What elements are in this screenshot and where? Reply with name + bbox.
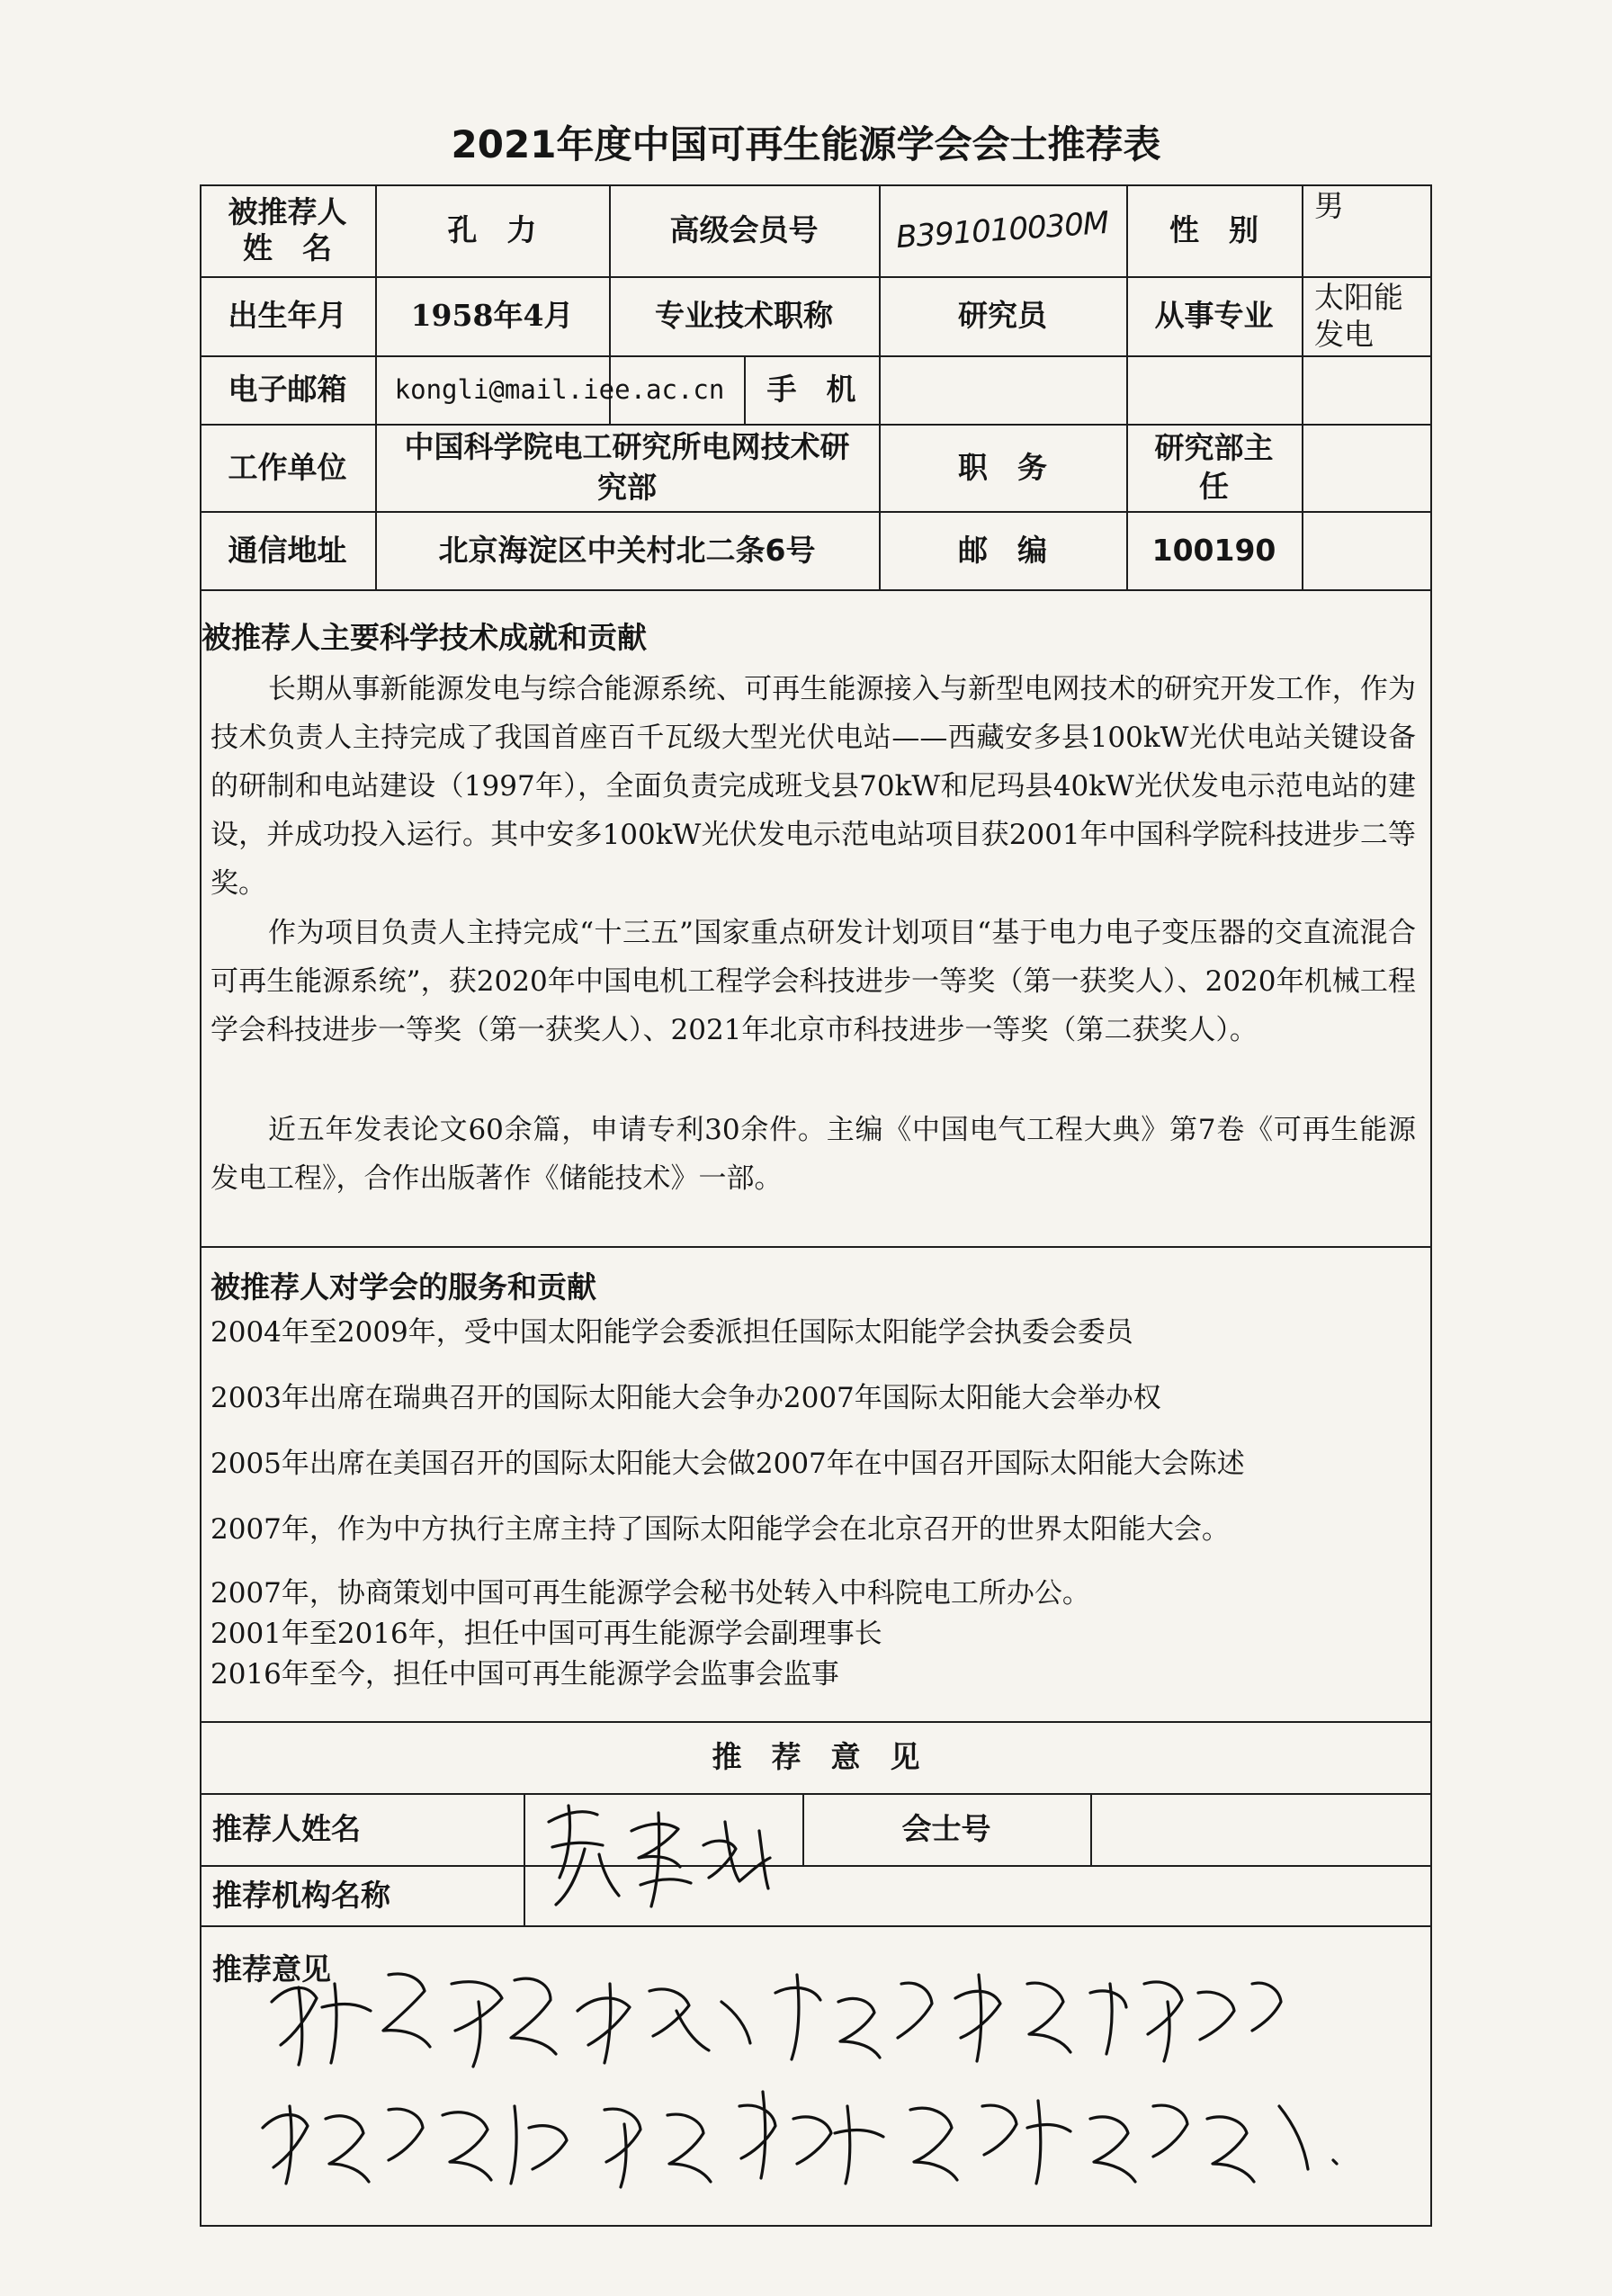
member-no-value: B391010030M bbox=[895, 204, 1110, 256]
gender-label: 性 别 bbox=[1169, 212, 1258, 248]
mobile-label: 手 机 bbox=[766, 372, 856, 408]
nominee-name: 孔 力 bbox=[447, 212, 537, 248]
email-value: kongli@mail.iee.ac.cn bbox=[394, 373, 725, 405]
service-item: 2004年至2009年，受中国太阳能学会委派担任国际太阳能学会执委会委员 bbox=[210, 1316, 1133, 1349]
form-table bbox=[200, 184, 1432, 2227]
address-value: 北京海淀区中关村北二条6号 bbox=[438, 532, 816, 568]
org-name-label: 推荐机构名称 bbox=[212, 1877, 390, 1913]
address-label: 通信地址 bbox=[228, 532, 347, 568]
employer-value: 中国科学院电工研究所电网技术研究部 bbox=[404, 428, 850, 505]
service-item: 2001年至2016年，担任中国可再生能源学会副理事长 bbox=[210, 1618, 882, 1650]
form-title: 2021年度中国可再生能源学会会士推荐表 bbox=[451, 122, 1161, 166]
tech-title-value: 研究员 bbox=[958, 298, 1047, 334]
position-label: 职 务 bbox=[958, 449, 1047, 485]
achievement-paragraph: 作为项目负责人主持完成“十三五”国家重点研发计划项目“基于电力电子变压器的交直流混合可再生能源系统”，获2020年中国电机工程学会科技进步一等奖（第一获奖人）、2020年机械工程学会科技进步一等奖（第一获奖人）、2021年北京市科技进步一等奖（第二获奖人）。 bbox=[210, 917, 1416, 1046]
birth-value: 1958年4月 bbox=[410, 298, 574, 334]
handwritten-opinion bbox=[254, 1948, 1423, 2209]
birth-label: 出生年月 bbox=[228, 298, 347, 334]
recommendation-heading: 推 荐 意 见 bbox=[712, 1739, 920, 1775]
name-label: 被推荐人 姓 名 bbox=[228, 194, 347, 265]
position-value: 研究部主任 bbox=[1154, 429, 1274, 504]
field-label: 从事专业 bbox=[1154, 298, 1274, 334]
member-no-label: 高级会员号 bbox=[669, 212, 819, 248]
postcode-value: 100190 bbox=[1151, 532, 1276, 568]
recommender-signature bbox=[533, 1795, 802, 1930]
achievement-paragraph: 近五年发表论文60余篇，申请专利30余件。主编《中国电气工程大典》第7卷《可再生能源发电工程》，合作出版著作《储能技术》一部。 bbox=[210, 1114, 1416, 1195]
achievements-heading: 被推荐人主要科学技术成就和贡献 bbox=[202, 620, 647, 655]
service-item: 2005年出席在美国召开的国际太阳能大会做2007年在中国召开国际太阳能大会陈述 bbox=[210, 1448, 1245, 1480]
opinion-label: 推荐意见 bbox=[212, 1951, 331, 1987]
service-item: 2007年，协商策划中国可再生能源学会秘书处转入中科院电工所办公。 bbox=[210, 1577, 1090, 1610]
service-heading: 被推荐人对学会的服务和贡献 bbox=[210, 1269, 596, 1305]
mobile-value bbox=[879, 355, 1126, 424]
recommender-name-label: 推荐人姓名 bbox=[212, 1811, 361, 1847]
email-label: 电子邮箱 bbox=[228, 372, 347, 408]
service-item: 2016年至今，担任中国可再生能源学会监事会监事 bbox=[210, 1658, 839, 1691]
field-value: 太阳能 发电 bbox=[1314, 279, 1403, 352]
fellow-no-label: 会士号 bbox=[901, 1811, 991, 1847]
employer-label: 工作单位 bbox=[228, 449, 347, 485]
service-item: 2007年，作为中方执行主席主持了国际太阳能学会在北京召开的世界太阳能大会。 bbox=[210, 1513, 1230, 1546]
postcode-label: 邮 编 bbox=[958, 532, 1047, 568]
achievement-paragraph: 长期从事新能源发电与综合能源系统、可再生能源接入与新型电网技术的研究开发工作，作为技术负责人主持完成了我国首座百千瓦级大型光伏电站——西藏安多县100kW光伏电站关键设备的研制和电站建设（1997年），全面负责完成班戈县70kW和尼玛县40kW光伏发电示范电站的建设，并成功投入运行。其中安多100kW光伏发电示范电站项目获2001年中国科学院科技进步二等奖。 bbox=[210, 673, 1416, 900]
tech-title-label: 专业技术职称 bbox=[655, 298, 833, 334]
service-item: 2003年出席在瑞典召开的国际太阳能大会争办2007年国际太阳能大会举办权 bbox=[210, 1382, 1161, 1414]
gender-value: 男 bbox=[1314, 188, 1344, 223]
